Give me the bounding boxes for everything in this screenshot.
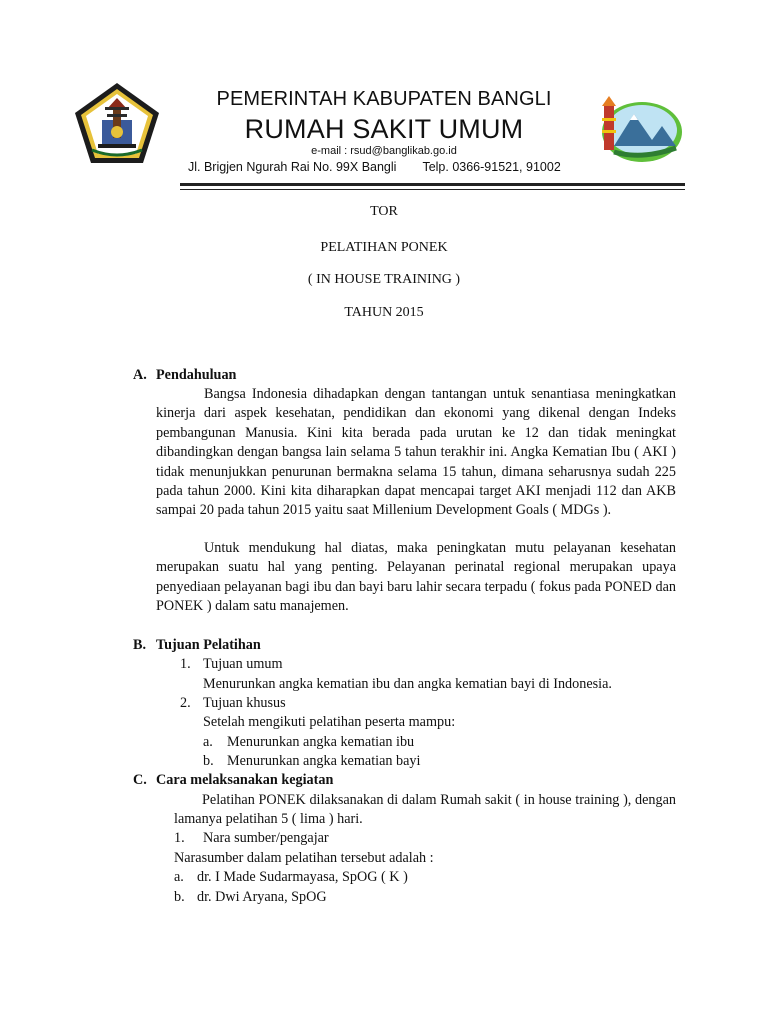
government-name: PEMERINTAH KABUPATEN BANGLI xyxy=(216,88,552,110)
section-b-marker: B. xyxy=(133,637,147,653)
speaker-a-name: dr. I Made Sudarmayasa, SpOG ( K ) xyxy=(197,869,408,885)
section-a-paragraph-2: Untuk mendukung hal diatas, maka peningkatan mutu pelayanan kesehatan merupakan suatu hal yang penting. Pelayanan perinatal regional merupakan upaya penyediaan pelayanan bagi ibu dan bayi baru lahir secara terpadu ( fokus pada PONED dan PONEK ) dalam satu manajemen. xyxy=(156,540,676,615)
section-b-heading: Tujuan Pelatihan xyxy=(156,637,261,653)
hospital-email: e-mail : rsud@banglikab.go.id xyxy=(311,145,457,157)
objective-1-number: 1. xyxy=(180,656,191,672)
objective-2-number: 2. xyxy=(180,695,191,711)
speaker-b-name: dr. Dwi Aryana, SpOG xyxy=(197,889,327,905)
hospital-name: RUMAH SAKIT UMUM xyxy=(244,114,524,144)
letterhead-divider-thick xyxy=(180,183,685,186)
speakers-intro: Narasumber dalam pelatihan tersebut adalah : xyxy=(174,850,434,866)
objective-2b-text: Menurunkan angka kematian bayi xyxy=(227,753,421,769)
objective-2-label: Tujuan khusus xyxy=(203,695,286,711)
hospital-address: Jl. Brigjen Ngurah Rai No. 99X Bangli xyxy=(188,160,397,174)
section-a-marker: A. xyxy=(133,367,147,383)
section-c-intro: Pelatihan PONEK dilaksanakan di dalam Rumah sakit ( in house training ), dengan lamanya pelatihan 5 ( lima ) hari. xyxy=(174,792,676,828)
doc-year: TAHUN 2015 xyxy=(344,305,424,320)
hospital-address-line xyxy=(188,160,561,174)
section-a-paragraph-1: Bangsa Indonesia dihadapkan dengan tantangan untuk senantiasa meningkatkan kinerja dari aspek kesehatan, pendidikan dan ekonomi yang dikenal dengan Indeks pembangunan Manusia. Kini kita berada pada urutan ke 12 dan tidak meningkat dibandingkan dengan bangsa lain selama 5 tahun terakhir ini. Angka Kematian Ibu ( AKI ) tidak menunjukkan penurunan bermakna selama 15 tahun, dimana seharusnya sudah 225 pada tahun 2000. Kini kita diharapkan dapat mencapai target AKI menjadi 112 dan AKB sampai 20 pada tahun 2015 yaitu saat Millenium Development Goals ( MDGs ). xyxy=(156,386,676,519)
objective-2b-marker: b. xyxy=(203,753,214,769)
objective-2a-marker: a. xyxy=(203,734,213,750)
doc-main-title: PELATIHAN PONEK xyxy=(320,240,448,255)
objective-1-label: Tujuan umum xyxy=(203,656,283,672)
doc-subtitle: ( IN HOUSE TRAINING ) xyxy=(307,272,461,287)
doc-type-title: TOR xyxy=(370,204,398,219)
speaker-a-marker: a. xyxy=(174,869,184,885)
section-c-marker: C. xyxy=(133,772,147,788)
speakers-item-number: 1. xyxy=(174,830,185,846)
section-c-heading: Cara melaksanakan kegiatan xyxy=(156,772,334,788)
objective-2-text: Setelah mengikuti pelatihan peserta mampu: xyxy=(203,714,456,730)
hospital-phone: Telp. 0366-91521, 91002 xyxy=(422,160,561,174)
letterhead-divider-thin xyxy=(180,189,685,190)
speakers-item-label: Nara sumber/pengajar xyxy=(203,830,329,846)
objective-1-text: Menurunkan angka kematian ibu dan angka kematian bayi di Indonesia. xyxy=(203,676,612,692)
objective-2a-text: Menurunkan angka kematian ibu xyxy=(227,734,415,750)
section-a-heading: Pendahuluan xyxy=(156,367,237,383)
speaker-b-marker: b. xyxy=(174,889,185,905)
